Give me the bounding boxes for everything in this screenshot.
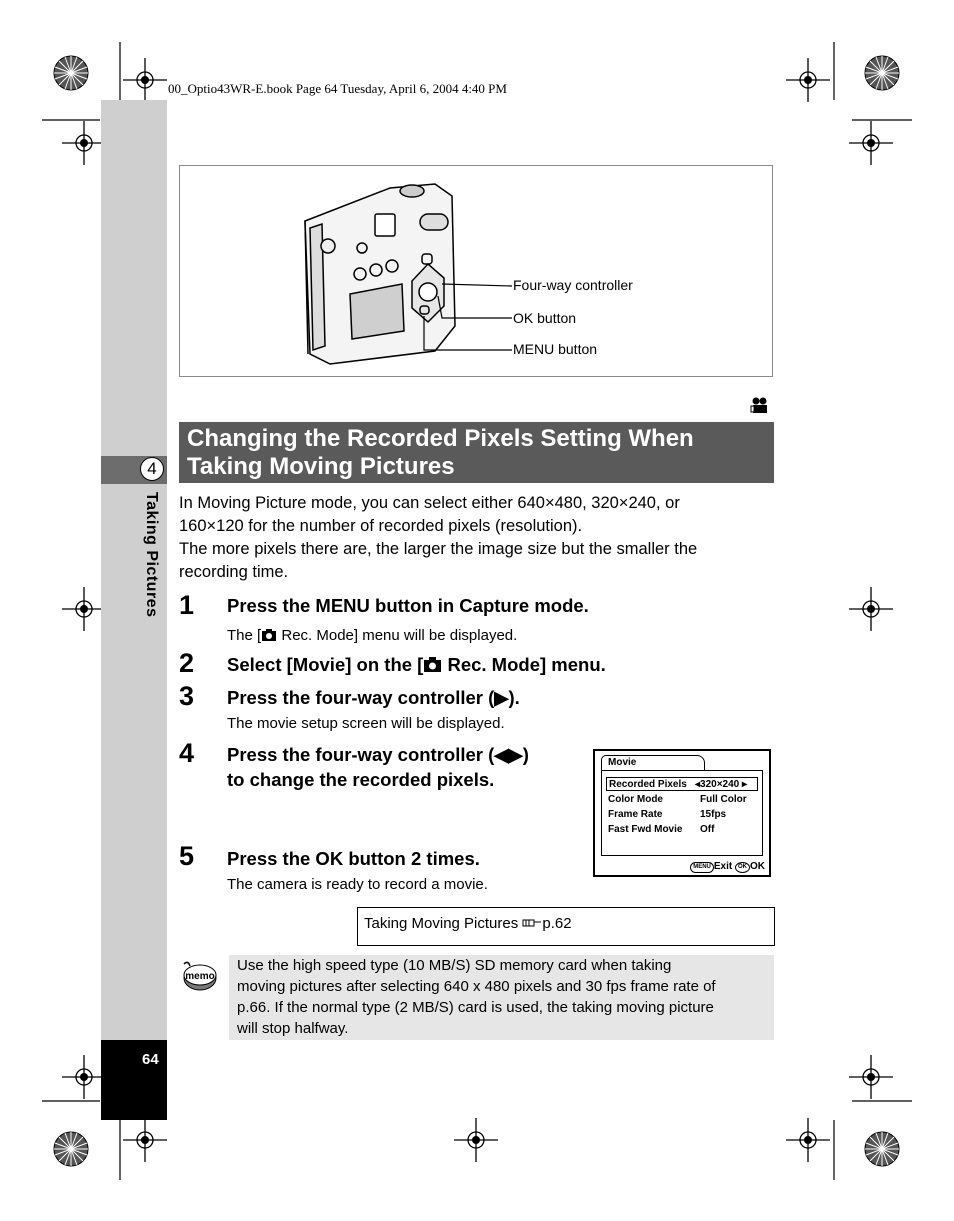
menu-tab-movie: Movie: [601, 755, 705, 771]
intro-line: 160×120 for the number of recorded pixels (resolution).: [179, 517, 583, 535]
registration-mark: [62, 587, 106, 631]
menu-button-icon: MENU: [690, 862, 714, 873]
row-value: 15fps: [700, 809, 727, 820]
step-4-text-line-1: Press the four-way controller (◀▶): [227, 744, 529, 765]
registration-mark: [786, 58, 830, 102]
camera-figure: [179, 165, 773, 377]
camera-illustration: [180, 166, 774, 378]
step-1-note: [227, 627, 517, 644]
row-label: Frame Rate: [608, 809, 663, 820]
reference-page-link[interactable]: p.62: [542, 915, 572, 932]
movie-setup-screen: [593, 749, 771, 877]
chapter-title: Taking Pictures: [143, 492, 160, 618]
memo-icon-label: memo: [185, 971, 215, 982]
reference-text: Taking Moving Pictures: [364, 915, 523, 932]
step-5-note: The camera is ready to record a movie.: [227, 876, 488, 893]
row-value: Off: [700, 824, 715, 835]
step-2-text: [227, 652, 606, 677]
row-label: Color Mode: [608, 794, 663, 805]
step-4-text-line-2: to change the recorded pixels.: [227, 769, 495, 790]
intro-text: [179, 492, 779, 584]
memo-line: will stop halfway.: [237, 1020, 349, 1037]
registration-star-bottom-left: [54, 1132, 88, 1166]
step-1-number: 1: [179, 590, 195, 620]
camera-icon: [423, 656, 442, 673]
reference-box: [357, 907, 775, 946]
ok-label: OK: [750, 861, 765, 872]
memo-icon: [180, 958, 218, 992]
heading-line-1: Changing the Recorded Pixels Setting When: [187, 425, 694, 452]
registration-mark: [849, 121, 893, 165]
movie-camera-icon: [750, 397, 770, 415]
step-3-number: 3: [179, 681, 195, 711]
memo-line: p.66. If the normal type (2 MB/S) card is used, the taking moving picture: [237, 999, 714, 1016]
registration-mark: [454, 1118, 498, 1162]
menu-row-frame-rate: [606, 808, 758, 822]
print-header: 00_Optio43WR-E.book Page 64 Tuesday, April 6, 2004 4:40 PM: [168, 81, 507, 96]
menu-row-fast-fwd-movie: [606, 823, 758, 837]
step-5-text: Press the OK button 2 times.: [227, 848, 480, 869]
row-value: ◂320×240 ▸: [695, 779, 748, 790]
step-3-text: Press the four-way controller (▶).: [227, 687, 520, 708]
menu-row-recorded-pixels: [606, 777, 758, 791]
memo-note: [229, 955, 774, 1040]
intro-line: In Moving Picture mode, you can select either 640×480, 320×240, or: [179, 494, 680, 512]
registration-mark: [123, 58, 167, 102]
registration-mark: [123, 1118, 167, 1162]
step-2-number: 2: [179, 648, 195, 678]
chapter-number: 4: [140, 457, 164, 481]
registration-star-top-right: [865, 56, 899, 90]
note-text: Rec. Mode] menu will be displayed.: [277, 627, 518, 644]
exit-label: Exit: [713, 861, 733, 872]
registration-mark: [62, 121, 106, 165]
menu-panel: [601, 770, 763, 856]
ok-button-icon: OK: [735, 862, 750, 873]
row-label: Recorded Pixels: [609, 779, 687, 790]
step-5-number: 5: [179, 841, 195, 871]
intro-line: recording time.: [179, 563, 289, 581]
page-number: 64: [142, 1051, 159, 1068]
row-label: Fast Fwd Movie: [608, 824, 683, 835]
step-text-part: Rec. Mode] menu.: [442, 654, 606, 675]
step-3-note: The movie setup screen will be displayed.: [227, 715, 505, 732]
registration-mark: [62, 1055, 106, 1099]
memo-line: Use the high speed type (10 MB/S) SD memory card when taking: [237, 957, 672, 974]
callout-four-way-controller: Four-way controller: [513, 277, 633, 293]
section-heading: [179, 422, 774, 483]
registration-mark: [849, 1055, 893, 1099]
reference-hand-icon: [522, 917, 542, 929]
menu-footer: [690, 861, 765, 873]
callout-ok-button: OK button: [513, 310, 577, 326]
heading-line-2: Taking Moving Pictures: [187, 453, 455, 480]
memo-line: moving pictures after selecting 640 x 480 pixels and 30 fps frame rate of: [237, 978, 716, 995]
menu-row-color-mode: [606, 793, 758, 807]
registration-star-top-left: [54, 56, 88, 90]
note-text: The [: [227, 627, 262, 644]
step-text-part: Select [Movie] on the [: [227, 654, 424, 675]
step-4-number: 4: [179, 738, 195, 768]
registration-mark: [786, 1118, 830, 1162]
row-value: Full Color: [700, 794, 747, 805]
intro-line: The more pixels there are, the larger the image size but the smaller the: [179, 540, 698, 558]
callout-menu-button: MENU button: [513, 341, 598, 357]
camera-icon: [261, 628, 277, 642]
registration-star-bottom-right: [865, 1132, 899, 1166]
registration-mark: [849, 587, 893, 631]
step-1-text: Press the MENU button in Capture mode.: [227, 595, 589, 616]
